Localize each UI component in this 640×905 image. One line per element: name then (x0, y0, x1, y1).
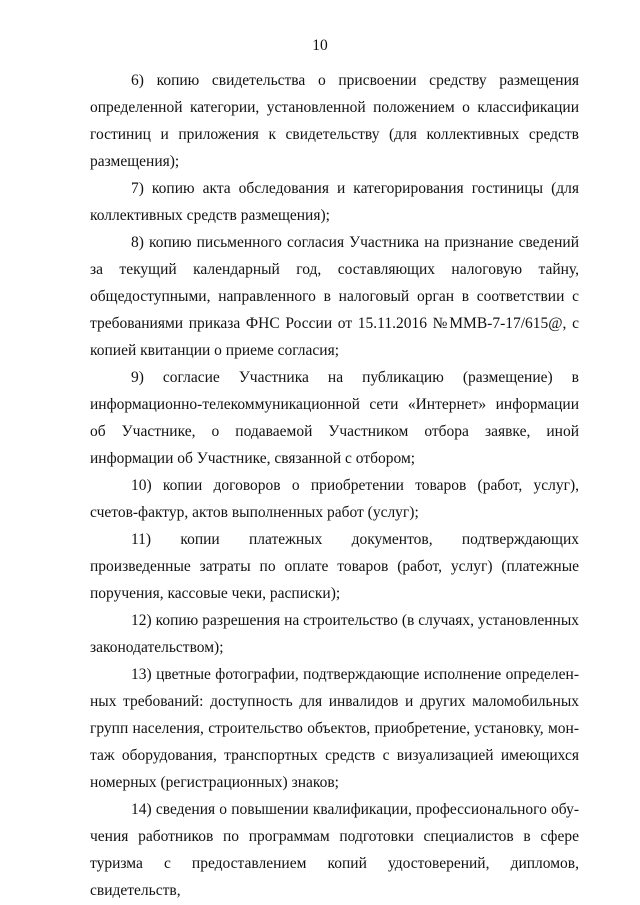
list-item-7: 7) копию акта обследования и категорирования гостиницы (для коллективных средств размещения); (90, 180, 579, 224)
list-item-13: 13) цветные фотографии, подтверждающие исполнение определенных требований: доступность для инвалидов и других маломобильных групп населения, строительство объектов, приобретение, установку, монтаж оборудования, транспортных средств с визуализацией имеющихся номерных (регистрационных) знаков; (90, 666, 579, 791)
list-item-10: 10) копии договоров о приобретении товаров (работ, услуг), счетов-фактур, актов выполненных работ (услуг); (90, 477, 579, 521)
page-number: 10 (312, 37, 328, 54)
list-item-8: 8) копию письменного согласия Участника на признание сведений за текущий календарный год, составляющих налоговую тайну, общедоступными, направленного в налоговый орган в соответствии с требованиями приказа ФНС России от 15.11.2016 №ММВ-7-17/615@, с копией квитанции о приеме согласия; (90, 234, 579, 359)
list-item-12: 12) копию разрешения на строительство (в случаях, установленных законодательством); (90, 612, 579, 656)
list-item-14: 14) сведения о повышении квалификации, профессионального обучения работников по программам подготовки специалистов в сфере туризма с предоставлением копий удостоверений, дипломов, свидетельств, (90, 801, 579, 899)
list-item-11: 11) копии платежных документов, подтверждающих произведенные затраты по оплате товаров (работ, услуг) (платежные поручения, кассовые чеки, расписки); (90, 531, 579, 602)
list-item-9: 9) согласие Участника на публикацию (размещение) в информационно-телекоммуникационной сети «Интернет» информации об Участнике, о подаваемой Участником отбора заявке, иной информации об Участнике, связанной с отбором; (90, 369, 579, 467)
document-body (90, 67, 579, 904)
list-item-6: 6) копию свидетельства о присвоении средству размещения определенной категории, установленной положением о классификации гостиниц и приложения к свидетельству (для коллективных средств размещения); (90, 72, 579, 170)
